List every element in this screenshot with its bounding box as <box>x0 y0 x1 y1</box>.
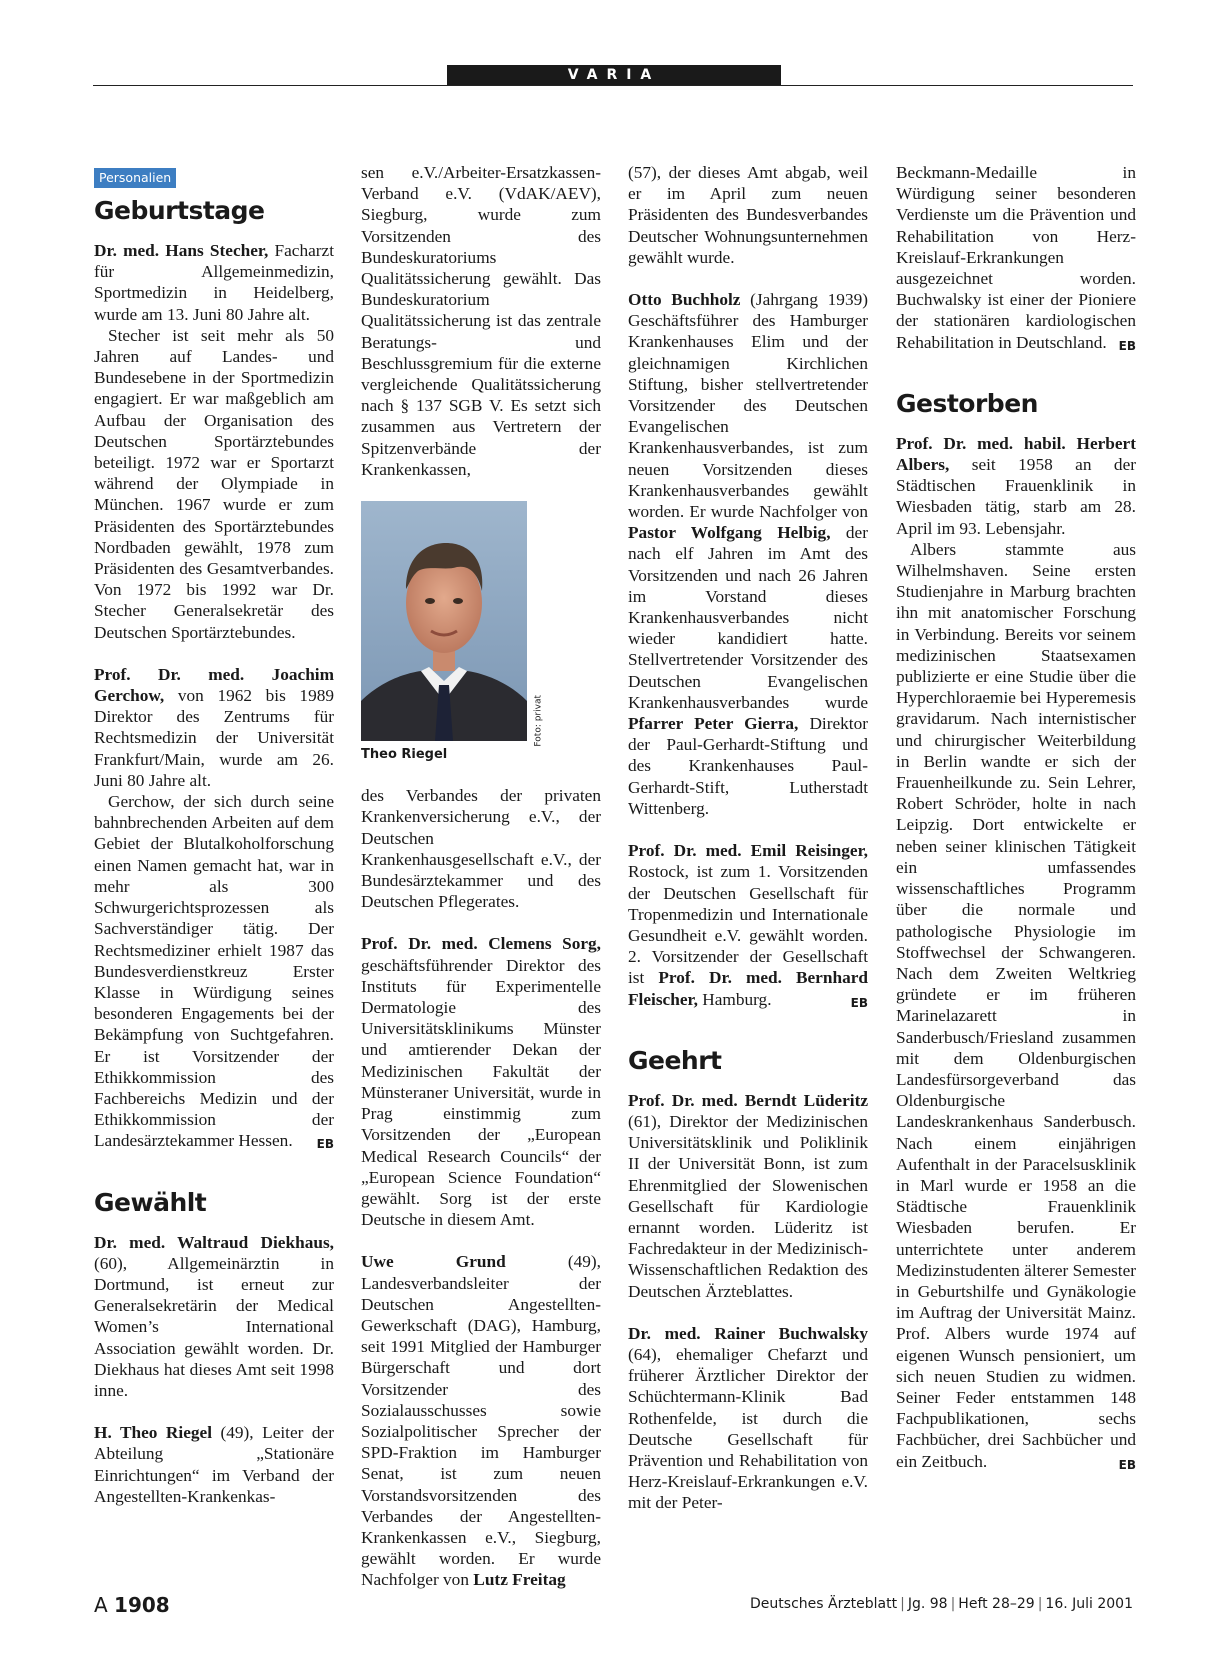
entry-buchwalsky: Dr. med. Rainer Buchwalsky (64), ehemaliger Chefarzt und früherer Ärztlicher Direktor der Schüchtermann-Klinik Bad Rothenfelde, ist durch die Deutsche Gesellschaft für Prävention und Rehabilitation von Herz-Kreislauf-Erkrankungen e.V. mit der Peter- <box>628 1323 868 1513</box>
journal-reference: Deutsches Ärzteblatt | Jg. 98 | Heft 28–29 | 16. Juli 2001 <box>750 1596 1133 1612</box>
entry-grund: Uwe Grund (49), Landesverbandsleiter der Deutschen Angestellten-Gewerkschaft (DAG), Hamburg, seit 1991 Mitglied der Hamburger Bürgerschaft und dort Vorsitzender des Sozialausschusses sowie Sozialpolitischer Sprecher der SPD-Fraktion im Hamburger Senat, ist zum neuen Vorstandsvorsitzenden des Verbandes der Angestellten-Krankenkassen e.V., Siegburg, gewählt worden. Er wurde Nachfolger von Lutz Freitag <box>361 1252 601 1590</box>
entry-stecher: Dr. med. Hans Stecher, Facharzt für Allgemeinmedizin, Sportmedizin in Heidelberg, wurde am 13. Juni 80 Jahre alt. <box>94 241 335 324</box>
person-name: Otto Buchholz <box>628 290 741 310</box>
author-signature: EB <box>316 1137 334 1152</box>
rubric-badge: Personalien <box>94 168 176 188</box>
portrait-illustration <box>361 501 527 741</box>
entry-text: (57), der dieses Amt abgab, weil er im April zum neuen Präsidenten des Bundesverbandes Deutscher Wohnungsunternehmen gewählt wurde. <box>628 163 868 267</box>
person-name: Prof. Dr. med. Joachim Gerchow, <box>94 664 334 706</box>
entry-albers: Prof. Dr. med. habil. Herbert Albers, seit 1958 an der Städtischen Frauenklinik in Wiesbaden tätig, starb am 28. April im 93. Lebensjahr. <box>896 433 1136 538</box>
section-header: VARIA <box>447 65 781 85</box>
portrait-figure <box>361 501 544 765</box>
person-name: Pfarrer Peter Gierra, <box>628 714 799 734</box>
heading-elected: Gewählt <box>94 1187 207 1217</box>
heading-birthdays: Geburtstage <box>94 196 265 225</box>
journal-date: 16. Juli 2001 <box>1045 1596 1133 1612</box>
entry-text: Beckmann-Medaille in Würdigung seiner besonderen Verdienste um die Prävention und Rehabilitation von Herz-Kreislauf-Erkrankungen ausgezeichnet worden. Buchwalsky ist einer der Pioniere der stationären kardiologischen Rehabilitation in Deutschland. EB <box>896 162 1136 353</box>
person-name: Dr. med. Waltraud Diekhaus, <box>94 1232 334 1252</box>
entry-gerchow: Prof. Dr. med. Joachim Gerchow, von 1962 bis 1989 Direktor des Zentrums für Rechtsmedizin der Universität Frankfurt/Main, wurde am 26. Juni 80 Jahre alt. <box>94 664 334 790</box>
column-4 <box>896 162 1136 1476</box>
person-name: Prof. Dr. med. Emil Reisinger, <box>628 841 868 861</box>
entry-text: sen e.V./Arbeiter-Ersatzkassen-Verband e.V. (VdAK/AEV), Siegburg, wurde zum Vorsitzenden des Bundeskuratoriums Qualitätssicherung gewählt. Das Bundeskuratorium Qualitätssicherung ist das zentrale Beratungs- und Beschlussgremium für die externe vergleichende Qualitätssicherung nach § 137 SGB V. Es setzt sich zusammen aus Vertretern der Spitzenverbände der Krankenkassen, <box>361 163 601 479</box>
author-signature: EB <box>850 995 868 1010</box>
person-name: Dr. med. Hans Stecher, <box>94 241 269 260</box>
entry-text: Gerchow, der sich durch seine bahnbrechenden Arbeiten auf dem Gebiet der Blutalkoholforschung einen Namen gemacht hat, war in mehr als 300 Schwurgerichtsprozessen als Sachverständiger tätig. Der Rechtsmediziner erhielt 1987 das Bundesverdienstkreuz Erster Klasse in Würdigung seines besonderen Engagements bei der Bekämpfung von Suchtgefahren. Er ist Vorsitzender der Ethikkommission des Fachbereichs Medizin und der Ethikkommission der Landesärztekammer Hessen. EB <box>94 791 334 1151</box>
entry-diekhaus: Dr. med. Waltraud Diekhaus, (60), Allgemeinärztin in Dortmund, ist erneut zur Generalsekretärin der Medical Women’s International Association gewählt worden. Dr. Diekhaus hat dieses Amt seit 1998 inne. <box>94 1232 334 1400</box>
entry-buchholz: Otto Buchholz (Jahrgang 1939) Geschäftsführer des Hamburger Krankenhauses Elim und der gleichnamigen Kirchlichen Stiftung, bisher stellvertretender Vorsitzender des Deutschen Evangelischen Krankenhausverbandes, ist zum neuen Vorsitzenden dieses Krankenhausverbandes gewählt worden. Er wurde Nachfolger von Pastor Wolfgang Helbig, der nach elf Jahren im Amt des Vorsitzenden und nach 26 Jahren im Vorstand dieses Krankenhausverbandes nicht wieder kandidiert hatte. Stellvertretender Vorsitzender des Deutschen Evangelischen Krankenhausverbandes wurde Pfarrer Peter Gierra, Direktor der Paul-Gerhardt-Stiftung und des Krankenhauses Paul-Gerhardt-Stift, Lutherstadt Wittenberg. <box>628 290 868 818</box>
column-1 <box>94 166 334 1507</box>
person-name: Prof. Dr. med. Bernhard Fleischer, <box>628 968 869 1009</box>
entry-reisinger: Prof. Dr. med. Emil Reisinger, Rostock, ist zum 1. Vorsitzenden der Deutschen Gesellschaft für Tropenmedizin und Internationale Gesundheit e.V. gewählt worden. 2. Vorsitzender der Gesellschaft ist Prof. Dr. med. Bernhard Fleischer, Hamburg. EB <box>628 840 868 1010</box>
person-name: Lutz Freitag <box>473 1570 566 1590</box>
entry-luederitz: Prof. Dr. med. Berndt Lüderitz (61), Direktor der Medizinischen Universitätsklinik und Poliklinik II der Universität Bonn, ist zum Ehrenmitglied der Slowenischen Gesellschaft für Kardiologie ernannt worden. Lüderitz ist Fachredakteur in der Medizinisch-Wissenschaftlichen Redaktion des Deutschen Ärzteblattes. <box>628 1090 868 1301</box>
column-2 <box>361 162 601 1591</box>
person-name: H. Theo Riegel <box>94 1423 212 1443</box>
person-name: Prof. Dr. med. Berndt Lüderitz <box>628 1090 868 1110</box>
photo-credit: Foto: privat <box>534 695 544 747</box>
person-name: Dr. med. Rainer Buchwalsky <box>628 1323 868 1343</box>
person-name: Prof. Dr. med. habil. Herbert Albers, <box>896 433 1136 475</box>
author-signature: EB <box>1118 338 1136 353</box>
column-3 <box>628 162 868 1514</box>
heading-died: Gestorben <box>896 388 1038 418</box>
header-rule <box>93 85 1133 86</box>
page-number: A 1908 <box>94 1593 170 1617</box>
portrait-photo <box>361 501 544 747</box>
person-name: Uwe Grund <box>361 1252 506 1272</box>
photo-caption: Theo Riegel <box>361 747 448 763</box>
entry-sorg: Prof. Dr. med. Clemens Sorg, geschäftsführender Direktor des Instituts für Experimentelle Dermatologie des Universitätsklinikums Münster und amtierender Dekan der Medizinischen Fakultät der Münsteraner Universität, wurde in Prag einstimmig zum Vorsitzenden der „European Medical Research Councils“ der „European Science Foundation“ gewählt. Sorg ist der erste Deutsche in diesem Amt. <box>361 934 601 1230</box>
entry-text: Stecher ist seit mehr als 50 Jahren auf Landes- und Bundesebene in der Sportmedizin engagiert. Er war maßgeblich am Aufbau der Organisation des Deutschen Sportärztebundes beteiligt. 1972 war er Sportarzt während der Olympiade in München. 1967 wurde er zum Präsidenten des Sportärztebundes Nordbaden gewählt, 1978 zum Präsidenten des Gesamtverbandes. Von 1972 bis 1992 war Dr. Stecher Generalsekretär des Deutschen Sportärztebundes. <box>94 325 334 642</box>
person-name: Prof. Dr. med. Clemens Sorg, <box>361 934 601 954</box>
author-signature: EB <box>1118 1457 1136 1472</box>
heading-honored: Geehrt <box>628 1045 722 1075</box>
entry-text: des Verbandes der privaten Krankenversicherung e.V., der Deutschen Krankenhausgesellschaft e.V., der Bundesärztekammer und des Deutschen Pflegerates. <box>361 786 601 912</box>
journal-issue: Heft 28–29 <box>958 1596 1035 1612</box>
journal-name: Deutsches Ärzteblatt <box>750 1596 898 1612</box>
entry-text: Albers stammte aus Wilhelmshaven. Seine ersten Studienjahre in Marburg brachten ihn mit anatomischer Forschung in Verbindung. Bereits vor seinem medizinischen Staatsexamen publizierte er eine Studie über die Hyperchloraemie bei Hyperemesis gravidarum. Nach internistischer und chirurgischer Weiterbildung in Berlin wandte er sich der Frauenheilkunde zu. Sein Lehrer, Robert Schröder, holte in nach Leipzig. Dort entwickelte er neben seiner klinischen Tätigkeit ein umfassendes wissenschaftliches Programm über die normale und pathologische Physiologie im Stoffwechsel der Schwangeren. Nach dem Zweiten Weltkrieg gründete er im früheren Marinelazarett in Sanderbusch/Friesland zusammen mit dem Oldenburgischen Landesfürsorgeverband das Oldenburgische Landeskrankenhaus Sanderbusch. Nach einem einjährigen Aufenthalt in der Paracelsusklinik in Marl wurde er 1958 an die Städtische Frauenklinik Wiesbaden berufen. Er unterrichtete unter anderem Medizinstudenten älterer Semester in Geburtshilfe und Gynäkologie im Auftrag der Universität Mainz. Prof. Albers wurde 1974 auf eigenen Wunsch pensioniert, um sich neuen Studien zu widmen. Seiner Feder entstammen 148 Fachpublikationen, sechs Fachbücher, drei Sachbücher und ein Zeitbuch. EB <box>896 539 1136 1472</box>
entry-riegel: H. Theo Riegel (49), Leiter der Abteilung „Stationäre Einrichtungen“ im Verband der Angestellten-Krankenkas- <box>94 1423 334 1506</box>
journal-volume: Jg. 98 <box>907 1596 948 1612</box>
person-name: Pastor Wolfgang Helbig, <box>628 523 831 543</box>
